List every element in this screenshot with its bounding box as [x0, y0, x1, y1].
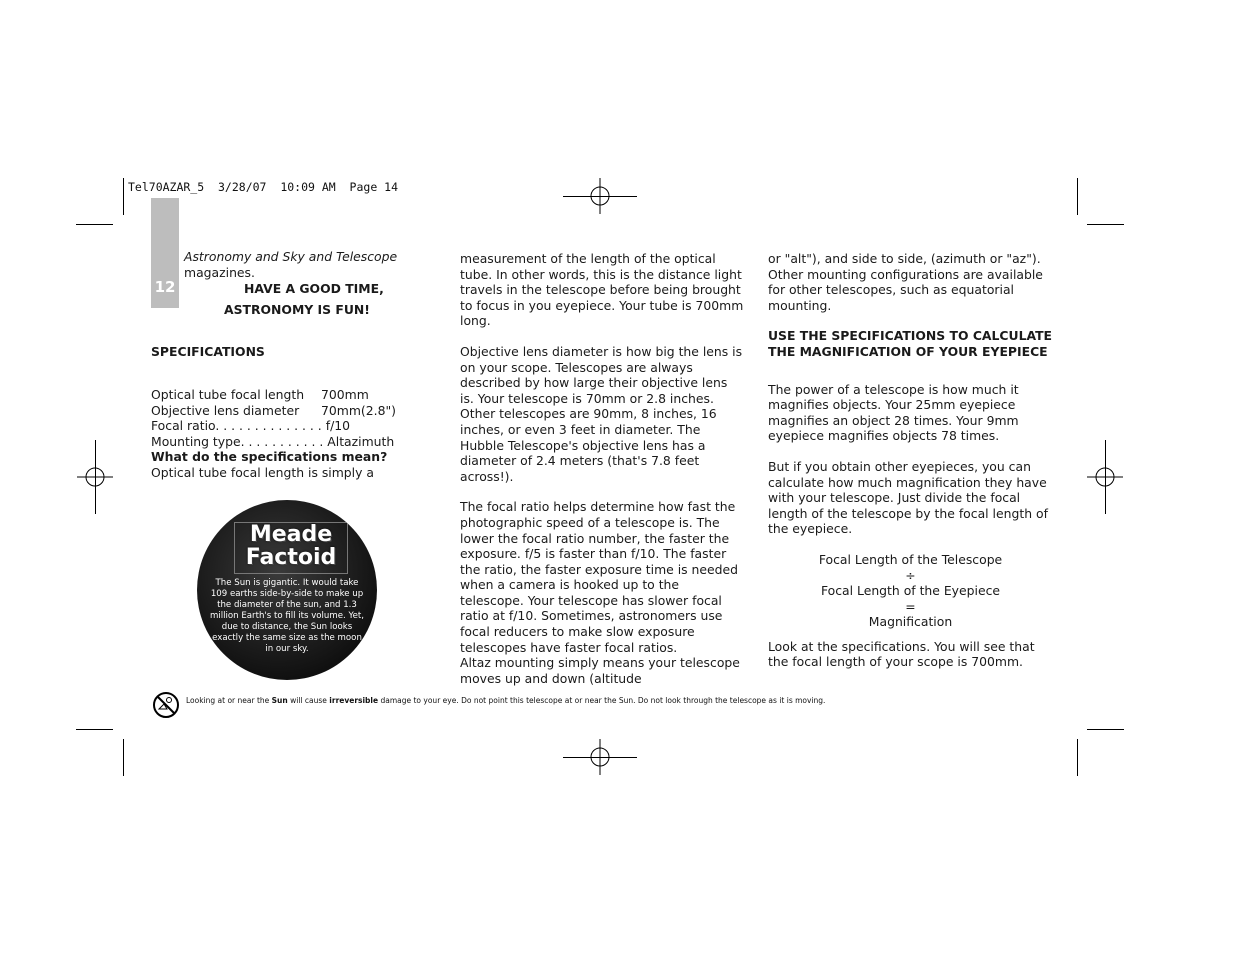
magazine-titles: Astronomy and Sky and Telescope — [184, 249, 398, 264]
no-sun-viewing-icon — [152, 691, 180, 719]
spec-row: Mounting type. . . . . . . . . . . Altazimuth — [151, 433, 395, 449]
col3-paragraph-4: Look at the specifications. You will see that the focal length of your scope is 700mm. — [768, 638, 1035, 670]
registration-mark-left — [77, 459, 113, 495]
cheer-line-2: ASTRONOMY IS FUN! — [224, 301, 370, 317]
page-number: 12 — [154, 278, 176, 296]
col3-paragraph-3: But if you obtain other eyepieces, you can calculate how much magnification they have with your telescope. Just divide the focal length of the telescope by the focal length of the eyepiece. — [768, 458, 1048, 537]
col3-paragraph-2: The power of a telescope is how much it magnifies objects. Your 25mm eyepiece magnifies an object 28 times. Your 9mm eyepiece magnifies objects 78 times. — [768, 381, 1019, 444]
magnification-formula: Focal Length of the Telescope ÷ Focal Length of the Eyepiece = Magnification — [818, 551, 1003, 630]
spec-row: Optical tube focal length 700mm — [151, 386, 369, 402]
spec-heading: SPECIFICATIONS — [151, 344, 265, 360]
column-3 — [768, 251, 1053, 670]
spec-list — [151, 387, 421, 449]
meade-factoid-badge — [197, 500, 377, 680]
registration-mark-bottom — [582, 739, 618, 775]
magazines-text: magazines. — [184, 264, 255, 280]
col2-paragraph-1: measurement of the length of the optical tube. In other words, this is the distance light travels in the telescope before being brought to focus in you eyepiece. Your tube is 700mm long. — [460, 251, 744, 329]
registration-mark-right — [1087, 459, 1123, 495]
col2-paragraph-2: Objective lens diameter is how big the lens is on your scope. Telescopes are always described by how large their objective lens is. Your telescope is 70mm or 2.8 inches. Other telescopes are 90mm, 8 inches, 16 inches, or even 3 feet in diameter. The Hubble Telescope's objective lens has a diameter of 2.4 meters (that's 7.8 feet across!). — [460, 343, 743, 484]
col2-paragraph-3: The focal ratio helps determine how fast the photographic speed of a telescope is. The lower the focal ratio number, the faster the exposure. f/5 is faster than f/10. The faster the ratio, the faster exposure time is needed when a camera is hooked up to the telescope. Your telescope has slower focal ratio at f/10. Sometimes, astronomers use focal reducers to make slow exposure telescopes have faster focal ratios. — [460, 499, 739, 655]
registration-mark-top — [582, 178, 618, 214]
spec-row: Focal ratio. . . . . . . . . . . . . . f/10 — [151, 418, 351, 434]
meaning-heading: What do the specifications mean? — [151, 449, 388, 465]
cheer-line-1: HAVE A GOOD TIME, — [244, 281, 384, 297]
factoid-text: The Sun is gigantic. It would take 109 earths side-by-side to make up the diameter of the sun, and 1.3 million Earth's to fill its volume. Yet, due to distance, the Sun looks exactly the same size as the moon in our sky. — [209, 578, 364, 654]
col3-paragraph-1: or "alt"), and side to side, (azimuth or "az"). Other mounting configurations are available for other telescopes, such as equatorial mounting. — [768, 251, 1043, 313]
column-1 — [151, 249, 421, 481]
col2-paragraph-4: Altaz mounting simply means your telescope moves up and down (altitude — [460, 655, 740, 686]
factoid-title: Meade Factoid — [234, 522, 348, 574]
print-slug: Tel70AZAR_5 3/28/07 10:09 AM Page 14 — [128, 180, 399, 194]
magnification-heading: USE THE SPECIFICATIONS TO CALCULATE THE MAGNIFICATION OF YOUR EYEPIECE — [768, 328, 1053, 359]
sun-warning: Looking at or near the Sun will cause irreversible damage to your eye. Do not point this telescope at or near the Sun. Do not look through the telescope as it is moving. — [186, 696, 826, 705]
column-2 — [460, 251, 745, 686]
meaning-text: Optical tube focal length is simply a — [151, 464, 374, 480]
spec-row: Objective lens diameter 70mm(2.8") — [151, 402, 396, 418]
